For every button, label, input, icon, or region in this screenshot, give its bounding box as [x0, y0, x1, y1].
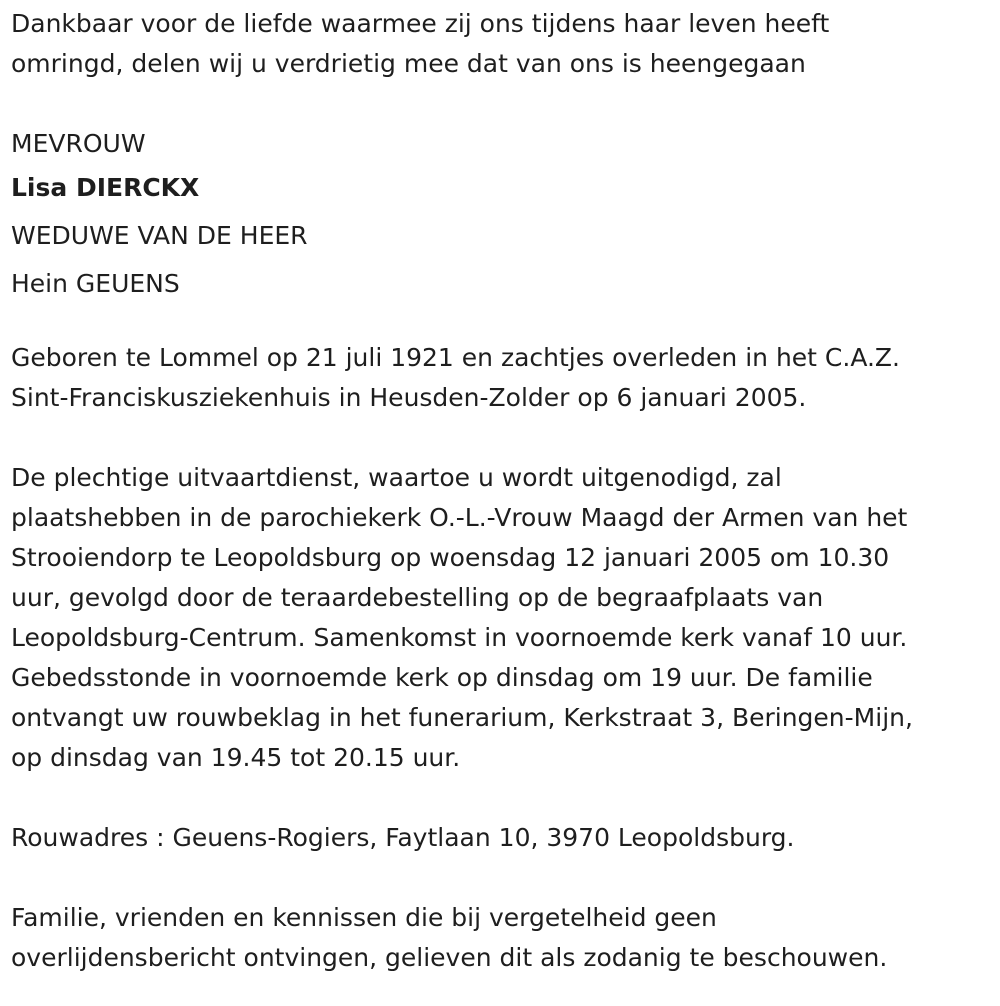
address-paragraph	[11, 818, 991, 858]
closing-line: Familie, vrienden en kennissen die bij vergetelheid geen	[11, 903, 717, 932]
funeral-paragraph	[11, 458, 991, 778]
funeral-line: plaatshebben in de parochiekerk O.-L.-Vrouw Maagd der Armen van het	[11, 503, 908, 532]
intro-line: omringd, delen wij u verdrietig mee dat van ons is heengegaan	[11, 49, 806, 78]
obituary-document	[11, 4, 991, 978]
deceased-name: Lisa DIERCKX	[11, 173, 200, 202]
closing-paragraph	[11, 898, 991, 978]
mourning-address: Rouwadres : Geuens-Rogiers, Faytlaan 10, 3970 Leopoldsburg.	[11, 823, 795, 852]
deceased-title: MEVROUW	[11, 129, 146, 158]
funeral-line: De plechtige uitvaartdienst, waartoe u wordt uitgenodigd, zal	[11, 463, 782, 492]
funeral-line: ontvangt uw rouwbeklag in het funerarium, Kerkstraat 3, Beringen-Mijn,	[11, 703, 913, 732]
intro-paragraph	[11, 4, 991, 84]
funeral-line: Gebedsstonde in voornoemde kerk op dinsdag om 19 uur. De familie	[11, 663, 873, 692]
funeral-line: op dinsdag van 19.45 tot 20.15 uur.	[11, 743, 461, 772]
birth-death-line: Geboren te Lommel op 21 juli 1921 en zachtjes overleden in het C.A.Z.	[11, 343, 901, 372]
closing-line: overlijdensbericht ontvingen, gelieven dit als zodanig te beschouwen.	[11, 943, 888, 972]
birth-death-paragraph	[11, 338, 991, 418]
spouse-name: Hein GEUENS	[11, 269, 180, 298]
funeral-line: uur, gevolgd door de teraardebestelling op de begraafplaats van	[11, 583, 824, 612]
deceased-block	[11, 124, 991, 308]
intro-line: Dankbaar voor de liefde waarmee zij ons tijdens haar leven heeft	[11, 9, 830, 38]
deceased-relation: WEDUWE VAN DE HEER	[11, 221, 308, 250]
funeral-line: Strooiendorp te Leopoldsburg op woensdag 12 januari 2005 om 10.30	[11, 543, 890, 572]
funeral-line: Leopoldsburg-Centrum. Samenkomst in voornoemde kerk vanaf 10 uur.	[11, 623, 908, 652]
birth-death-line: Sint-Franciskusziekenhuis in Heusden-Zolder op 6 januari 2005.	[11, 383, 807, 412]
